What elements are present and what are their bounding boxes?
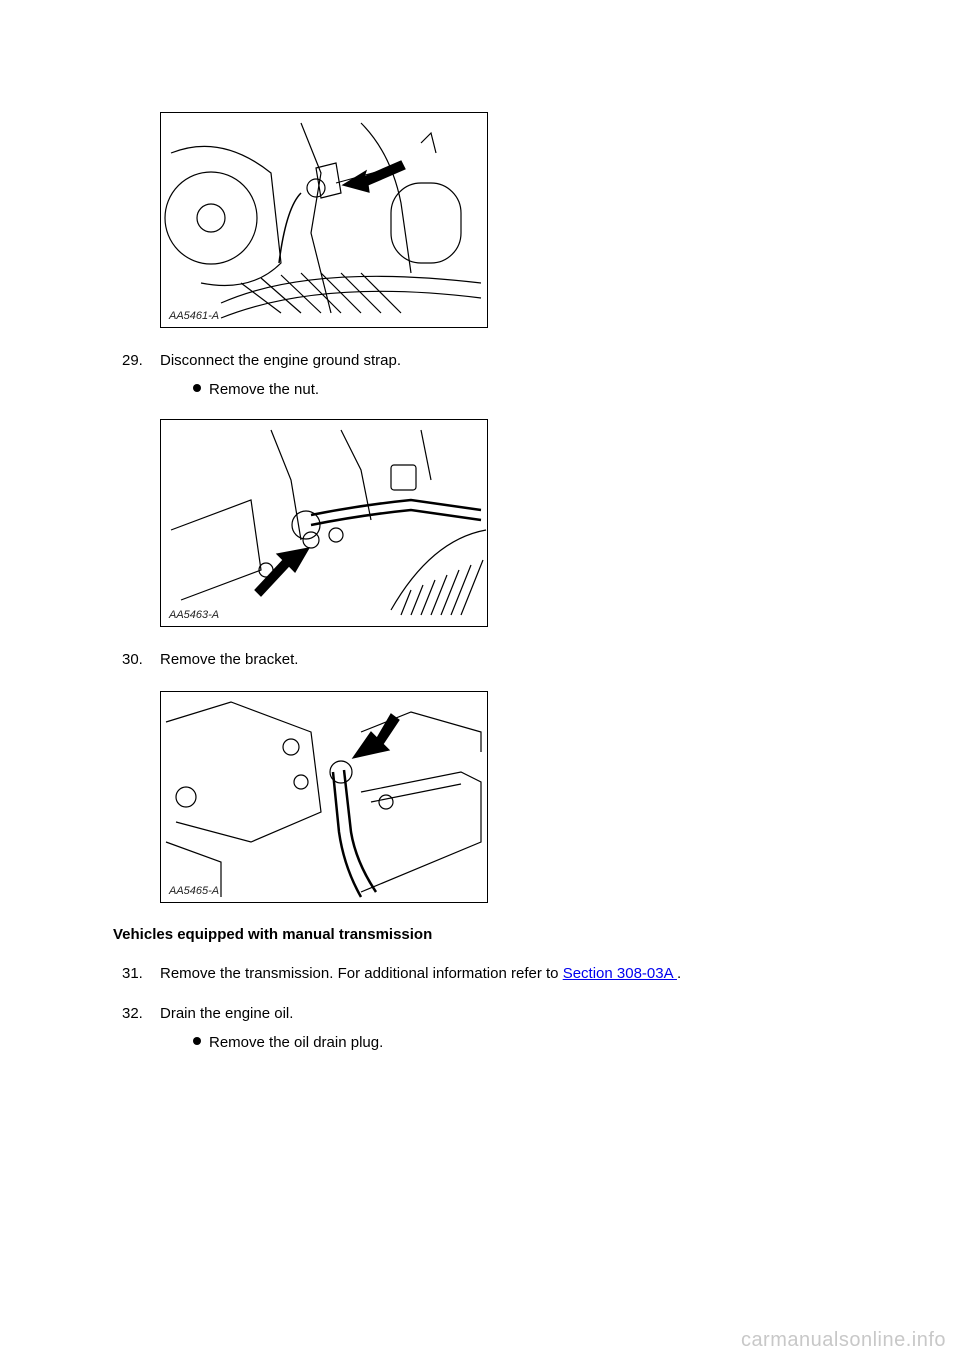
step-32-bullet [193, 1034, 383, 1052]
step-29 [122, 352, 401, 370]
illustration-engine-mount [161, 113, 487, 327]
step-text: Remove the transmission. For additional information refer to [160, 965, 563, 982]
figure-label: AA5463-A [169, 609, 220, 621]
figure-bracket [160, 691, 488, 903]
figure-ground-strap-nut [160, 419, 488, 627]
step-31 [122, 965, 681, 983]
step-text: Remove the bracket. [160, 651, 299, 668]
step-30 [122, 651, 298, 669]
section-heading: Vehicles equipped with manual transmission [113, 926, 433, 943]
bullet-icon [193, 1037, 201, 1045]
step-number: 30. [122, 651, 143, 668]
step-32 [122, 1005, 293, 1023]
illustration-bracket [161, 692, 487, 902]
bullet-text: Remove the nut. [209, 381, 320, 398]
step-text-tail: . [676, 965, 682, 982]
figure-ground-strap-overview [160, 112, 488, 328]
step-number: 29. [122, 352, 143, 369]
watermark: carmanualsonline.info [740, 1329, 946, 1351]
bullet-text: Remove the oil drain plug. [209, 1034, 384, 1051]
step-number: 32. [122, 1005, 143, 1022]
step-text: Disconnect the engine ground strap. [160, 352, 401, 369]
illustration-ground-strap [161, 420, 487, 626]
step-text: Drain the engine oil. [160, 1005, 294, 1022]
figure-label: AA5461-A [169, 310, 220, 322]
section-reference-link[interactable]: Section 308-03A [562, 965, 677, 982]
bullet-icon [193, 384, 201, 392]
figure-label: AA5465-A [169, 885, 220, 897]
step-number: 31. [122, 965, 143, 982]
step-29-bullet [193, 381, 319, 399]
